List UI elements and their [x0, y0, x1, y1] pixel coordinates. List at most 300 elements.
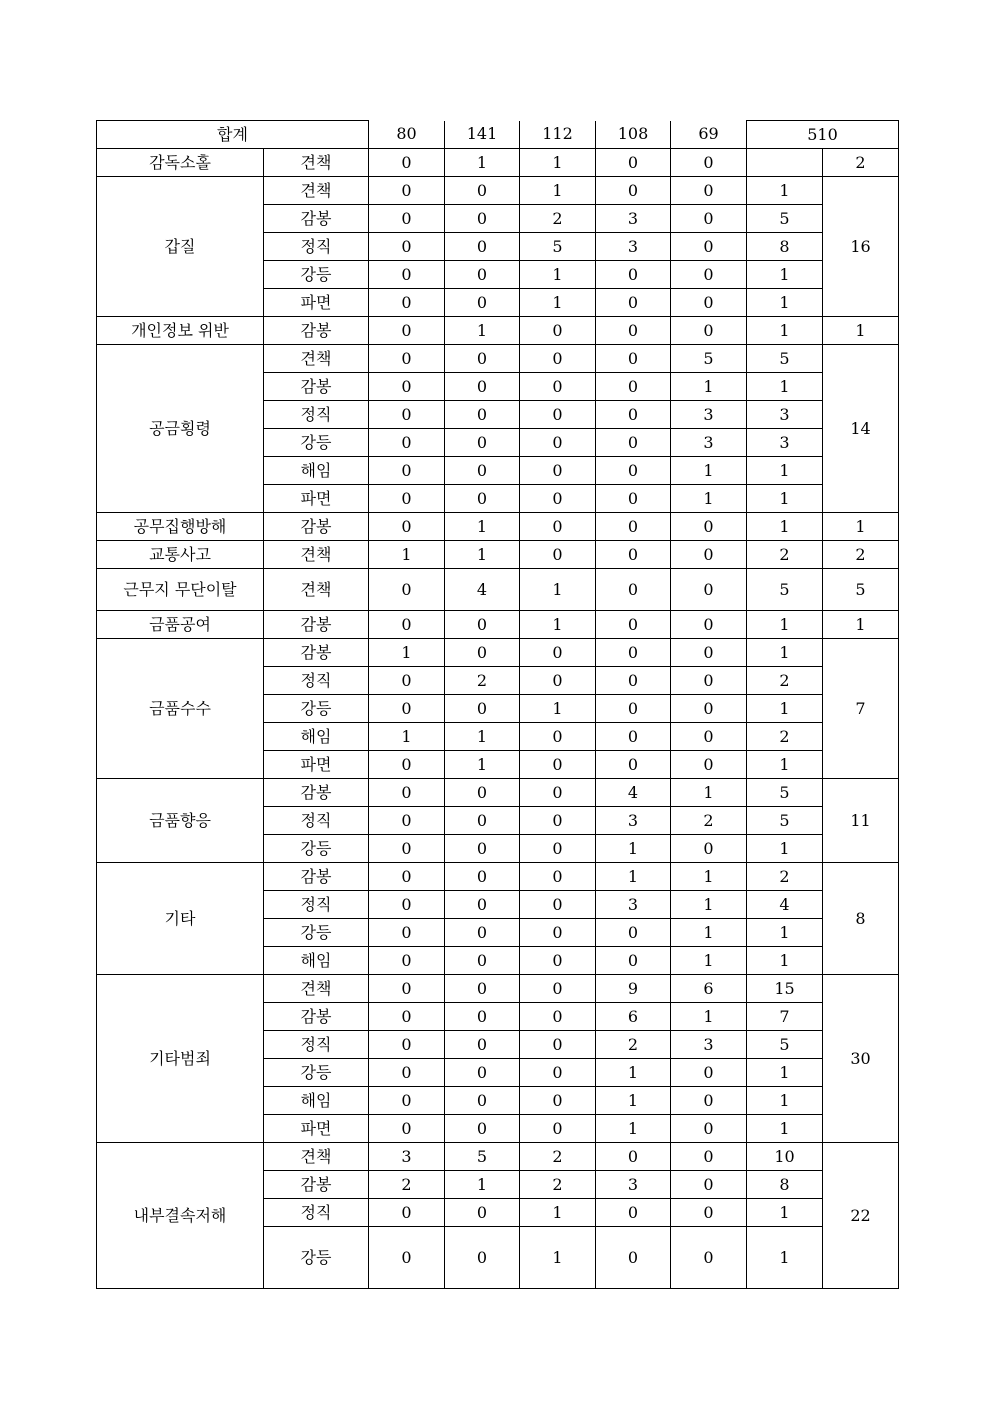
penalty-type-cell: 파면: [264, 485, 369, 513]
count-cell: 0: [596, 261, 671, 289]
category-cell: 금품공여: [97, 611, 264, 639]
count-cell: 0: [445, 1003, 520, 1031]
count-cell: 0: [445, 1115, 520, 1143]
count-cell: 0: [369, 569, 445, 611]
total-label: 합계: [97, 121, 369, 149]
row-sum-cell: 3: [747, 429, 823, 457]
row-sum-cell: 8: [747, 1171, 823, 1199]
count-cell: 1: [671, 1003, 747, 1031]
count-cell: 0: [445, 779, 520, 807]
row-sum-cell: 1: [747, 1059, 823, 1087]
table-row: [97, 863, 899, 891]
penalty-type-cell: 견책: [264, 149, 369, 177]
category-total-cell: 5: [823, 569, 899, 611]
count-cell: 0: [596, 513, 671, 541]
count-cell: 0: [520, 373, 596, 401]
count-cell: 1: [671, 891, 747, 919]
count-cell: 0: [671, 1143, 747, 1171]
row-sum-cell: 5: [747, 205, 823, 233]
grand-total: 510: [747, 121, 899, 149]
table-row: [97, 177, 899, 205]
count-cell: 0: [369, 457, 445, 485]
count-cell: 0: [369, 863, 445, 891]
count-cell: 0: [369, 513, 445, 541]
penalty-type-cell: 강등: [264, 1059, 369, 1087]
category-total-cell: 16: [823, 177, 899, 317]
count-cell: 0: [596, 1227, 671, 1289]
row-sum-cell: 1: [747, 457, 823, 485]
count-cell: 0: [369, 373, 445, 401]
count-cell: 0: [671, 261, 747, 289]
count-cell: 5: [671, 345, 747, 373]
count-cell: 0: [671, 611, 747, 639]
table-row: [97, 345, 899, 373]
row-sum-cell: 1: [747, 639, 823, 667]
penalty-type-cell: 해임: [264, 947, 369, 975]
row-sum-cell: 1: [747, 317, 823, 345]
count-cell: 0: [369, 345, 445, 373]
count-cell: 0: [369, 975, 445, 1003]
count-cell: 0: [671, 1059, 747, 1087]
row-sum-cell: 1: [747, 289, 823, 317]
total-value: 69: [671, 121, 747, 149]
category-total-cell: 11: [823, 779, 899, 863]
count-cell: 2: [520, 1171, 596, 1199]
category-cell: 공금횡령: [97, 345, 264, 513]
count-cell: 1: [520, 1227, 596, 1289]
table-row: [97, 541, 899, 569]
count-cell: 0: [520, 541, 596, 569]
count-cell: 1: [596, 1115, 671, 1143]
count-cell: 0: [445, 429, 520, 457]
count-cell: 0: [369, 1087, 445, 1115]
count-cell: 1: [520, 569, 596, 611]
row-sum-cell: 5: [747, 569, 823, 611]
category-total-cell: 7: [823, 639, 899, 779]
row-sum-cell: 1: [747, 485, 823, 513]
penalty-type-cell: 강등: [264, 835, 369, 863]
category-cell: 기타: [97, 863, 264, 975]
count-cell: 0: [596, 345, 671, 373]
count-cell: 0: [596, 177, 671, 205]
count-cell: 0: [369, 779, 445, 807]
penalty-type-cell: 감봉: [264, 611, 369, 639]
count-cell: 0: [520, 667, 596, 695]
count-cell: 0: [596, 373, 671, 401]
count-cell: 2: [369, 1171, 445, 1199]
count-cell: 0: [520, 513, 596, 541]
count-cell: 2: [596, 1031, 671, 1059]
count-cell: 0: [369, 149, 445, 177]
count-cell: 0: [596, 485, 671, 513]
penalty-type-cell: 파면: [264, 289, 369, 317]
row-sum-cell: 3: [747, 401, 823, 429]
count-cell: 0: [369, 289, 445, 317]
category-cell: 교통사고: [97, 541, 264, 569]
count-cell: 0: [671, 751, 747, 779]
count-cell: 3: [596, 205, 671, 233]
count-cell: 6: [671, 975, 747, 1003]
count-cell: 0: [520, 891, 596, 919]
count-cell: 3: [596, 233, 671, 261]
penalty-type-cell: 정직: [264, 401, 369, 429]
penalty-type-cell: 견책: [264, 345, 369, 373]
row-sum-cell: 1: [747, 513, 823, 541]
row-sum-cell: 1: [747, 1199, 823, 1227]
count-cell: 0: [520, 835, 596, 863]
count-cell: 0: [671, 205, 747, 233]
penalty-type-cell: 견책: [264, 541, 369, 569]
count-cell: 0: [445, 863, 520, 891]
penalty-type-cell: 정직: [264, 1031, 369, 1059]
count-cell: 1: [520, 289, 596, 317]
row-sum-cell: 5: [747, 779, 823, 807]
category-total-cell: 2: [823, 541, 899, 569]
count-cell: 1: [445, 149, 520, 177]
penalty-type-cell: 감봉: [264, 205, 369, 233]
count-cell: 0: [520, 975, 596, 1003]
row-sum-cell: 1: [747, 695, 823, 723]
count-cell: 0: [520, 639, 596, 667]
discipline-statistics-table: [96, 120, 899, 1289]
count-cell: 1: [445, 541, 520, 569]
penalty-type-cell: 정직: [264, 891, 369, 919]
category-total-cell: 1: [823, 611, 899, 639]
count-cell: 1: [369, 639, 445, 667]
count-cell: 1: [369, 723, 445, 751]
row-sum-cell: 1: [747, 1227, 823, 1289]
category-cell: 근무지 무단이탈: [97, 569, 264, 611]
count-cell: 0: [369, 891, 445, 919]
count-cell: 0: [445, 457, 520, 485]
row-sum-cell: 1: [747, 1115, 823, 1143]
count-cell: 1: [520, 149, 596, 177]
count-cell: 0: [671, 177, 747, 205]
count-cell: 0: [369, 947, 445, 975]
count-cell: 0: [369, 261, 445, 289]
penalty-type-cell: 견책: [264, 975, 369, 1003]
penalty-type-cell: 파면: [264, 1115, 369, 1143]
count-cell: 0: [445, 289, 520, 317]
count-cell: 0: [445, 1087, 520, 1115]
count-cell: 0: [369, 611, 445, 639]
count-cell: 3: [671, 1031, 747, 1059]
category-cell: 감독소홀: [97, 149, 264, 177]
count-cell: 2: [520, 1143, 596, 1171]
count-cell: 0: [445, 1059, 520, 1087]
count-cell: 0: [596, 723, 671, 751]
table-row: [97, 611, 899, 639]
penalty-type-cell: 강등: [264, 1227, 369, 1289]
count-cell: 0: [596, 1199, 671, 1227]
penalty-type-cell: 정직: [264, 667, 369, 695]
count-cell: 0: [445, 611, 520, 639]
penalty-type-cell: 파면: [264, 751, 369, 779]
count-cell: 0: [520, 317, 596, 345]
count-cell: 0: [520, 779, 596, 807]
row-sum-cell: 1: [747, 835, 823, 863]
row-sum-cell: 2: [747, 863, 823, 891]
count-cell: 0: [369, 807, 445, 835]
count-cell: 0: [369, 177, 445, 205]
count-cell: 0: [520, 807, 596, 835]
total-value: 80: [369, 121, 445, 149]
total-value: 141: [445, 121, 520, 149]
total-value: 112: [520, 121, 596, 149]
count-cell: 0: [671, 233, 747, 261]
row-sum-cell: 1: [747, 947, 823, 975]
row-sum-cell: 5: [747, 1031, 823, 1059]
count-cell: 1: [596, 863, 671, 891]
penalty-type-cell: 해임: [264, 1087, 369, 1115]
penalty-type-cell: 감봉: [264, 863, 369, 891]
count-cell: 0: [520, 485, 596, 513]
row-sum-cell: 1: [747, 1087, 823, 1115]
row-sum-cell: 1: [747, 751, 823, 779]
count-cell: 6: [596, 1003, 671, 1031]
count-cell: 0: [369, 1115, 445, 1143]
count-cell: 0: [369, 1059, 445, 1087]
count-cell: 0: [671, 289, 747, 317]
count-cell: 0: [596, 149, 671, 177]
count-cell: 1: [596, 1059, 671, 1087]
count-cell: 1: [596, 1087, 671, 1115]
count-cell: 0: [369, 919, 445, 947]
count-cell: 0: [520, 401, 596, 429]
count-cell: 0: [671, 723, 747, 751]
count-cell: 3: [596, 1171, 671, 1199]
count-cell: 0: [596, 289, 671, 317]
count-cell: 0: [369, 1199, 445, 1227]
count-cell: 0: [671, 317, 747, 345]
count-cell: 0: [369, 429, 445, 457]
count-cell: 0: [445, 261, 520, 289]
count-cell: 0: [520, 457, 596, 485]
count-cell: 0: [520, 919, 596, 947]
total-row: [97, 121, 899, 149]
count-cell: 0: [596, 317, 671, 345]
count-cell: 1: [445, 723, 520, 751]
count-cell: 1: [445, 1171, 520, 1199]
count-cell: 0: [445, 345, 520, 373]
count-cell: 1: [596, 835, 671, 863]
count-cell: 2: [520, 205, 596, 233]
row-sum-cell: 7: [747, 1003, 823, 1031]
category-cell: 내부결속저해: [97, 1143, 264, 1289]
count-cell: 1: [445, 751, 520, 779]
count-cell: 0: [369, 205, 445, 233]
count-cell: 3: [596, 807, 671, 835]
row-sum-cell: 1: [747, 611, 823, 639]
count-cell: 0: [671, 1087, 747, 1115]
count-cell: 1: [520, 1199, 596, 1227]
count-cell: 3: [369, 1143, 445, 1171]
penalty-type-cell: 해임: [264, 457, 369, 485]
category-total-cell: 1: [823, 513, 899, 541]
penalty-type-cell: 감봉: [264, 1003, 369, 1031]
count-cell: 0: [520, 751, 596, 779]
count-cell: 0: [671, 541, 747, 569]
count-cell: 1: [671, 457, 747, 485]
row-sum-cell: 2: [747, 667, 823, 695]
count-cell: 1: [369, 541, 445, 569]
penalty-type-cell: 강등: [264, 695, 369, 723]
count-cell: 0: [596, 751, 671, 779]
count-cell: 0: [445, 891, 520, 919]
penalty-type-cell: 감봉: [264, 779, 369, 807]
row-sum-cell: [747, 149, 823, 177]
count-cell: 0: [369, 1227, 445, 1289]
category-total-cell: 22: [823, 1143, 899, 1289]
count-cell: 2: [445, 667, 520, 695]
count-cell: 1: [671, 919, 747, 947]
row-sum-cell: 10: [747, 1143, 823, 1171]
count-cell: 0: [671, 149, 747, 177]
count-cell: 3: [671, 429, 747, 457]
count-cell: 0: [671, 513, 747, 541]
count-cell: 0: [445, 639, 520, 667]
count-cell: 0: [445, 177, 520, 205]
count-cell: 0: [369, 695, 445, 723]
count-cell: 1: [445, 317, 520, 345]
row-sum-cell: 2: [747, 723, 823, 751]
count-cell: 0: [596, 919, 671, 947]
count-cell: 0: [596, 457, 671, 485]
count-cell: 1: [520, 261, 596, 289]
count-cell: 0: [520, 723, 596, 751]
count-cell: 0: [369, 751, 445, 779]
count-cell: 0: [596, 1143, 671, 1171]
count-cell: 0: [671, 695, 747, 723]
total-value: 108: [596, 121, 671, 149]
count-cell: 4: [596, 779, 671, 807]
count-cell: 0: [520, 863, 596, 891]
count-cell: 1: [671, 373, 747, 401]
count-cell: 0: [369, 1003, 445, 1031]
penalty-type-cell: 해임: [264, 723, 369, 751]
category-total-cell: 2: [823, 149, 899, 177]
count-cell: 0: [520, 345, 596, 373]
count-cell: 0: [445, 1227, 520, 1289]
penalty-type-cell: 감봉: [264, 639, 369, 667]
penalty-type-cell: 강등: [264, 429, 369, 457]
count-cell: 0: [369, 233, 445, 261]
count-cell: 9: [596, 975, 671, 1003]
row-sum-cell: 1: [747, 373, 823, 401]
count-cell: 0: [445, 919, 520, 947]
count-cell: 2: [671, 807, 747, 835]
count-cell: 5: [520, 233, 596, 261]
count-cell: 0: [596, 569, 671, 611]
count-cell: 0: [671, 1227, 747, 1289]
count-cell: 0: [596, 541, 671, 569]
penalty-type-cell: 정직: [264, 1199, 369, 1227]
count-cell: 1: [671, 485, 747, 513]
count-cell: 0: [520, 1087, 596, 1115]
count-cell: 0: [596, 667, 671, 695]
count-cell: 0: [520, 1031, 596, 1059]
category-cell: 갑질: [97, 177, 264, 317]
count-cell: 0: [445, 835, 520, 863]
count-cell: 1: [520, 695, 596, 723]
count-cell: 1: [671, 863, 747, 891]
count-cell: 0: [596, 401, 671, 429]
penalty-type-cell: 강등: [264, 919, 369, 947]
count-cell: 0: [596, 947, 671, 975]
count-cell: 4: [445, 569, 520, 611]
count-cell: 0: [445, 947, 520, 975]
category-total-cell: 30: [823, 975, 899, 1143]
table-row: [97, 317, 899, 345]
penalty-type-cell: 감봉: [264, 513, 369, 541]
table-row: [97, 779, 899, 807]
count-cell: 0: [520, 1059, 596, 1087]
count-cell: 0: [369, 401, 445, 429]
count-cell: 1: [671, 947, 747, 975]
category-total-cell: 8: [823, 863, 899, 975]
count-cell: 1: [520, 177, 596, 205]
count-cell: 0: [445, 695, 520, 723]
table-row: [97, 1143, 899, 1171]
count-cell: 0: [369, 317, 445, 345]
category-total-cell: 1: [823, 317, 899, 345]
count-cell: 0: [520, 1115, 596, 1143]
count-cell: 0: [445, 975, 520, 1003]
row-sum-cell: 1: [747, 177, 823, 205]
count-cell: 0: [445, 233, 520, 261]
row-sum-cell: 1: [747, 261, 823, 289]
penalty-type-cell: 견책: [264, 1143, 369, 1171]
table-row: [97, 569, 899, 611]
count-cell: 0: [445, 1031, 520, 1059]
count-cell: 0: [596, 611, 671, 639]
count-cell: 0: [520, 947, 596, 975]
table-row: [97, 975, 899, 1003]
row-sum-cell: 5: [747, 345, 823, 373]
count-cell: 0: [520, 429, 596, 457]
count-cell: 1: [520, 611, 596, 639]
penalty-type-cell: 정직: [264, 807, 369, 835]
count-cell: 5: [445, 1143, 520, 1171]
count-cell: 0: [445, 205, 520, 233]
count-cell: 0: [671, 667, 747, 695]
row-sum-cell: 15: [747, 975, 823, 1003]
count-cell: 0: [445, 485, 520, 513]
penalty-type-cell: 감봉: [264, 1171, 369, 1199]
category-total-cell: 14: [823, 345, 899, 513]
count-cell: 0: [369, 1031, 445, 1059]
category-cell: 금품수수: [97, 639, 264, 779]
count-cell: 3: [671, 401, 747, 429]
count-cell: 0: [671, 1199, 747, 1227]
penalty-type-cell: 견책: [264, 177, 369, 205]
count-cell: 0: [445, 1199, 520, 1227]
count-cell: 0: [445, 401, 520, 429]
count-cell: 0: [671, 1171, 747, 1199]
count-cell: 1: [445, 513, 520, 541]
category-cell: 개인정보 위반: [97, 317, 264, 345]
count-cell: 0: [671, 1115, 747, 1143]
count-cell: 0: [596, 429, 671, 457]
penalty-type-cell: 강등: [264, 261, 369, 289]
row-sum-cell: 2: [747, 541, 823, 569]
count-cell: 0: [369, 835, 445, 863]
table-row: [97, 149, 899, 177]
category-cell: 금품향응: [97, 779, 264, 863]
count-cell: 0: [671, 835, 747, 863]
category-cell: 공무집행방해: [97, 513, 264, 541]
row-sum-cell: 5: [747, 807, 823, 835]
